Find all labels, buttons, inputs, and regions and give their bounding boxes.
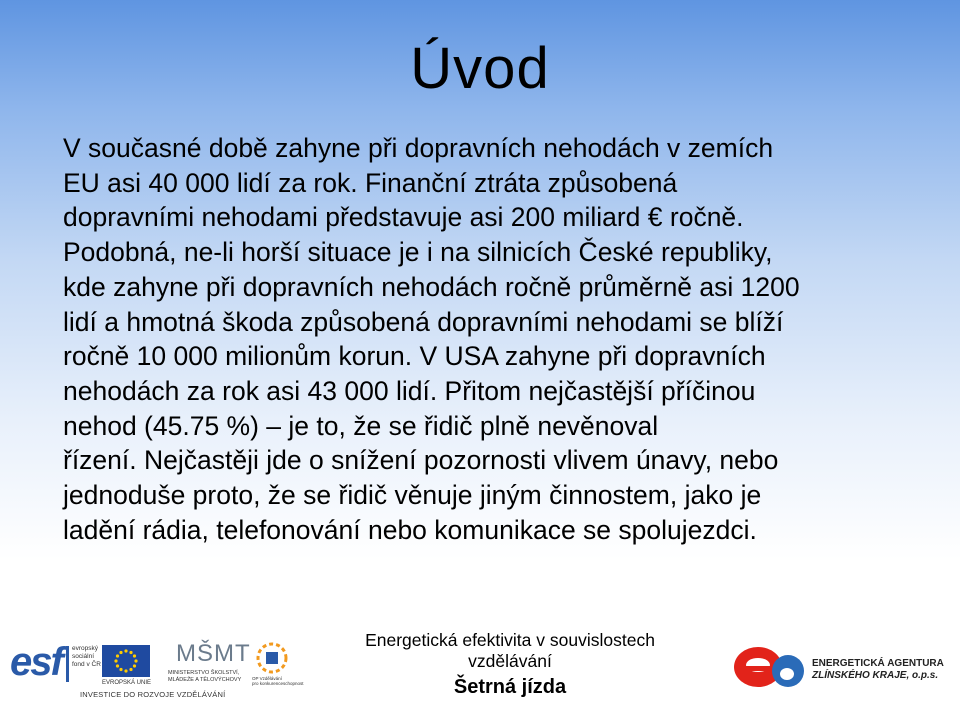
esf-divider <box>66 646 69 682</box>
project-line-1: Energetická efektivita v souvislostech <box>365 630 655 650</box>
eu-flag-logo <box>102 645 150 689</box>
invest-caption: INVESTICE DO ROZVOJE VZDĚLÁVÁNÍ <box>80 690 226 699</box>
msmt-caption <box>168 670 241 683</box>
esf-caption <box>72 645 101 669</box>
body-line: nehod (45.75 %) – je to, že se řidič plně nevěnoval <box>63 410 659 441</box>
msmt-logo-text: MŠMT <box>176 640 251 667</box>
agency-name <box>812 658 944 682</box>
body-line: lidí a hmotná škoda způsobená dopravními nehodami se blíží <box>63 306 784 337</box>
project-info <box>300 629 720 701</box>
esf-caption-line: evropský <box>72 645 99 652</box>
esf-caption-line: sociální <box>72 653 95 660</box>
eu-caption: EVROPSKÁ UNIE <box>102 680 152 686</box>
body-line: V současné době zahyne při dopravních nehodách v zemích <box>63 133 774 163</box>
ea-logo <box>732 640 952 696</box>
agency-name-line: ZLÍNSKÉHO KRAJE, o.p.s. <box>812 670 939 681</box>
body-line: ladění rádia, telefonování nebo komunikace se spolujezdci. <box>63 514 757 545</box>
op-caption-line: OP Vzdělávání <box>252 676 282 681</box>
body-line: dopravními nehodami představuje asi 200 miliard € ročně. <box>63 202 744 233</box>
agency-name-line: ENERGETICKÁ AGENTURA <box>812 658 944 669</box>
body-line: Podobná, ne-li horší situace je i na silnicích České republiky, <box>63 237 773 268</box>
msmt-logo <box>168 640 251 688</box>
msmt-caption-line: MLÁDEŽE A TĚLOVÝCHOVY <box>168 676 242 683</box>
body-line: řízení. Nejčastěji jde o snížení pozornosti vlivem únavy, nebo <box>63 445 779 476</box>
body-line: kde zahyne při dopravních nehodách ročně průměrně asi 1200 <box>63 271 800 302</box>
body-line: ročně 10 000 milionům korun. V USA zahyne při dopravních <box>63 341 766 372</box>
op-caption-line: pro konkurenceschopnost <box>252 681 304 686</box>
body-line: jednoduše proto, že se řidič věnuje jiným činnostem, jako je <box>63 480 762 511</box>
slide-title: Úvod <box>410 36 550 101</box>
op-emblem-icon <box>256 642 288 674</box>
slide-body <box>63 131 863 547</box>
body-line: nehodách za rok asi 43 000 lidí. Přitom nejčastější příčinou <box>63 375 756 406</box>
op-logo <box>252 642 302 688</box>
project-line-2: vzdělávání <box>468 651 552 671</box>
project-name: Šetrná jízda <box>453 676 567 698</box>
esf-logo-text: esf <box>10 640 62 684</box>
ea-logo-icon <box>732 640 806 692</box>
esf-caption-line: fond v ČR <box>72 661 101 668</box>
msmt-caption-line: MINISTERSTVO ŠKOLSTVÍ, <box>168 670 240 676</box>
eu-flag-icon <box>102 645 150 677</box>
body-line: EU asi 40 000 lidí za rok. Finanční ztráta způsobená <box>63 167 678 198</box>
